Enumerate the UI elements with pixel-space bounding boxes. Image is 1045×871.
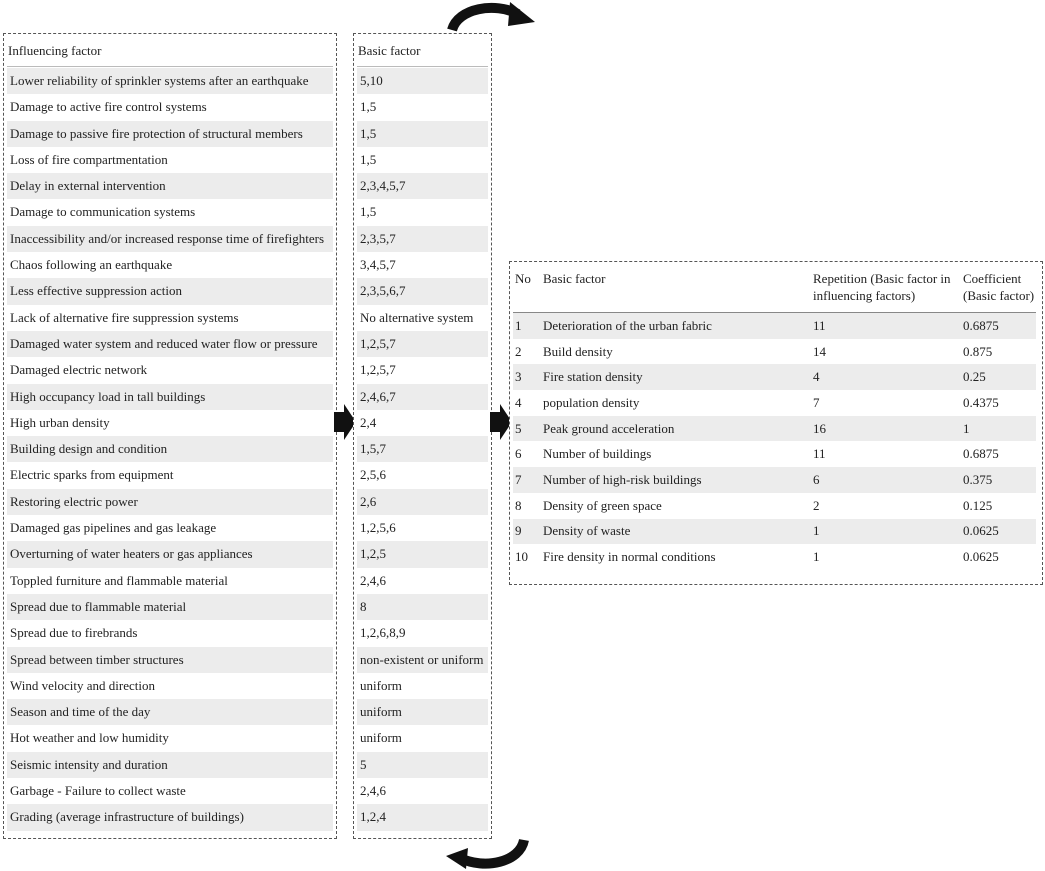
influencing-factor-row: Damage to active fire control systems <box>10 99 207 115</box>
coefficient-table-body <box>513 313 1036 570</box>
repetition-cell: 7 <box>813 394 820 410</box>
factor-cell: Density of waste <box>543 523 631 539</box>
influencing-factor-row: Spread between timber structures <box>7 647 333 673</box>
influencing-factor-row: Overturning of water heaters or gas appliances <box>7 541 333 567</box>
factor-cell: Density of green space <box>543 497 662 513</box>
influencing-factor-row: Season and time of the day <box>7 699 333 725</box>
coefficient-cell: 0.25 <box>963 369 986 385</box>
basic-factor-header: Basic factor <box>358 43 421 58</box>
no-cell: 10 <box>515 549 528 565</box>
basic-factor-row: 1,5 <box>360 99 377 115</box>
basic-factor-row: No alternative system <box>360 309 474 325</box>
coefficient-column-header: Coefficient (Basic factor) <box>963 271 1035 303</box>
influencing-factor-list <box>7 68 333 831</box>
coefficient-cell: 0.6875 <box>963 446 999 462</box>
table-row <box>513 390 1036 416</box>
factor-cell: Deterioration of the urban fabric <box>543 317 712 333</box>
repetition-cell: 6 <box>813 471 820 487</box>
basic-factor-row: 2,4,6 <box>360 572 386 588</box>
basic-factor-row: 5 <box>357 752 488 778</box>
table-row <box>513 519 1036 545</box>
basic-factor-panel <box>353 33 492 839</box>
influencing-factor-row: Damaged gas pipelines and gas leakage <box>10 520 217 536</box>
factor-cell: Number of buildings <box>543 446 652 462</box>
no-column-header: No <box>515 271 531 286</box>
basic-factor-row: 2,3,5,7 <box>357 226 488 252</box>
coefficient-cell: 0.0625 <box>963 549 999 565</box>
basic-factor-row: 5,10 <box>357 68 488 94</box>
basic-factor-row: uniform <box>360 730 402 746</box>
coefficient-cell: 0.4375 <box>963 394 999 410</box>
factor-cell: Peak ground acceleration <box>543 420 675 436</box>
basic-factor-row: 2,4,6,7 <box>357 384 488 410</box>
table-row <box>513 313 1036 339</box>
influencing-factor-row: Restoring electric power <box>7 489 333 515</box>
no-cell: 7 <box>515 471 522 487</box>
no-cell: 3 <box>515 369 522 385</box>
influencing-factor-row: Seismic intensity and duration <box>7 752 333 778</box>
influencing-factor-row: Less effective suppression action <box>7 278 333 304</box>
repetition-cell: 1 <box>813 549 820 565</box>
repetition-cell: 4 <box>813 369 820 385</box>
influencing-factor-row: Damaged electric network <box>10 362 148 378</box>
factor-cell: Fire station density <box>543 369 643 385</box>
repetition-cell: 2 <box>813 497 820 513</box>
header-divider <box>357 66 488 67</box>
basic-factor-row: 2,4 <box>360 414 377 430</box>
basic-factor-row: 1,2,5,6 <box>360 520 396 536</box>
basic-factor-row: 2,6 <box>357 489 488 515</box>
repetition-cell: 11 <box>813 317 826 333</box>
factor-cell: Number of high-risk buildings <box>543 471 702 487</box>
influencing-factor-row: High occupancy load in tall buildings <box>7 384 333 410</box>
table-row <box>513 544 1036 570</box>
table-row <box>513 441 1036 467</box>
basic-factor-row: 2,3,5,6,7 <box>357 278 488 304</box>
coefficient-cell: 1 <box>963 420 970 436</box>
table-row <box>513 364 1036 390</box>
influencing-factor-row: Garbage - Failure to collect waste <box>10 783 186 799</box>
influencing-factor-row: Building design and condition <box>7 436 333 462</box>
influencing-factor-row: Damage to communication systems <box>10 204 196 220</box>
curved-arrow-bottom-icon <box>440 836 550 871</box>
factor-cell: population density <box>543 394 640 410</box>
basic-factor-row: 1,5 <box>360 151 377 167</box>
table-row <box>513 339 1036 365</box>
basic-factor-row: 3,4,5,7 <box>360 257 396 273</box>
basic-factor-row: non-existent or uniform <box>357 647 488 673</box>
header-divider <box>7 66 333 67</box>
basic-factor-list <box>357 68 488 831</box>
basic-factor-row: 1,5,7 <box>357 436 488 462</box>
basic-factor-row: 1,5 <box>360 204 377 220</box>
influencing-factor-row: Lack of alternative fire suppression systems <box>10 309 239 325</box>
influencing-factor-panel <box>3 33 337 839</box>
influencing-factor-row: Chaos following an earthquake <box>10 257 173 273</box>
no-cell: 8 <box>515 497 522 513</box>
coefficient-cell: 0.375 <box>963 471 993 487</box>
basic-factor-row: 8 <box>357 594 488 620</box>
influencing-factor-row: Spread due to flammable material <box>7 594 333 620</box>
table-row <box>513 467 1036 493</box>
repetition-column-header: Repetition (Basic factor in influencing factors) <box>813 271 951 303</box>
influencing-factor-header: Influencing factor <box>8 43 102 58</box>
repetition-cell: 1 <box>813 523 820 539</box>
coefficient-cell: 0.6875 <box>963 317 999 333</box>
repetition-cell: 11 <box>813 446 826 462</box>
influencing-factor-row: High urban density <box>10 414 110 430</box>
basic-factor-column-header: Basic factor <box>543 271 606 286</box>
influencing-factor-row: Damaged water system and reduced water flow or pressure <box>7 331 333 357</box>
no-cell: 5 <box>515 420 522 436</box>
no-cell: 9 <box>515 523 522 539</box>
repetition-cell: 14 <box>813 343 826 359</box>
no-cell: 6 <box>515 446 522 462</box>
influencing-factor-row: Toppled furniture and flammable material <box>10 572 228 588</box>
coefficient-cell: 0.875 <box>963 343 993 359</box>
factor-cell: Build density <box>543 343 613 359</box>
table-header-row <box>513 268 1036 313</box>
no-cell: 1 <box>515 317 522 333</box>
influencing-factor-row: Grading (average infrastructure of buildings) <box>7 804 333 830</box>
table-row <box>513 416 1036 442</box>
basic-factor-row: 2,5,6 <box>360 467 386 483</box>
basic-factor-row: 1,2,4 <box>357 804 488 830</box>
influencing-factor-row: Spread due to firebrands <box>10 625 138 641</box>
coefficient-cell: 0.0625 <box>963 523 999 539</box>
influencing-factor-row: Electric sparks from equipment <box>10 467 174 483</box>
coefficient-table-panel <box>509 261 1043 585</box>
basic-factor-row: 1,5 <box>357 121 488 147</box>
basic-factor-row: uniform <box>357 699 488 725</box>
coefficient-cell: 0.125 <box>963 497 993 513</box>
table-row <box>513 493 1036 519</box>
factor-cell: Fire density in normal conditions <box>543 549 716 565</box>
no-cell: 4 <box>515 394 522 410</box>
basic-factor-row: 2,3,4,5,7 <box>357 173 488 199</box>
influencing-factor-row: Inaccessibility and/or increased response time of firefighters <box>7 226 333 252</box>
basic-factor-row: 1,2,5 <box>357 541 488 567</box>
basic-factor-row: 1,2,6,8,9 <box>360 625 406 641</box>
influencing-factor-row: Lower reliability of sprinkler systems after an earthquake <box>7 68 333 94</box>
influencing-factor-row: Damage to passive fire protection of structural members <box>7 121 333 147</box>
influencing-factor-row: Delay in external intervention <box>7 173 333 199</box>
influencing-factor-row: Hot weather and low humidity <box>10 730 169 746</box>
influencing-factor-row: Wind velocity and direction <box>10 677 155 693</box>
coefficient-table <box>513 268 1036 570</box>
basic-factor-row: uniform <box>360 677 402 693</box>
basic-factor-row: 1,2,5,7 <box>357 331 488 357</box>
influencing-factor-row: Loss of fire compartmentation <box>10 151 168 167</box>
basic-factor-row: 2,4,6 <box>360 783 386 799</box>
curved-arrow-top-icon <box>440 0 550 36</box>
repetition-cell: 16 <box>813 420 826 436</box>
no-cell: 2 <box>515 343 522 359</box>
basic-factor-row: 1,2,5,7 <box>360 362 396 378</box>
